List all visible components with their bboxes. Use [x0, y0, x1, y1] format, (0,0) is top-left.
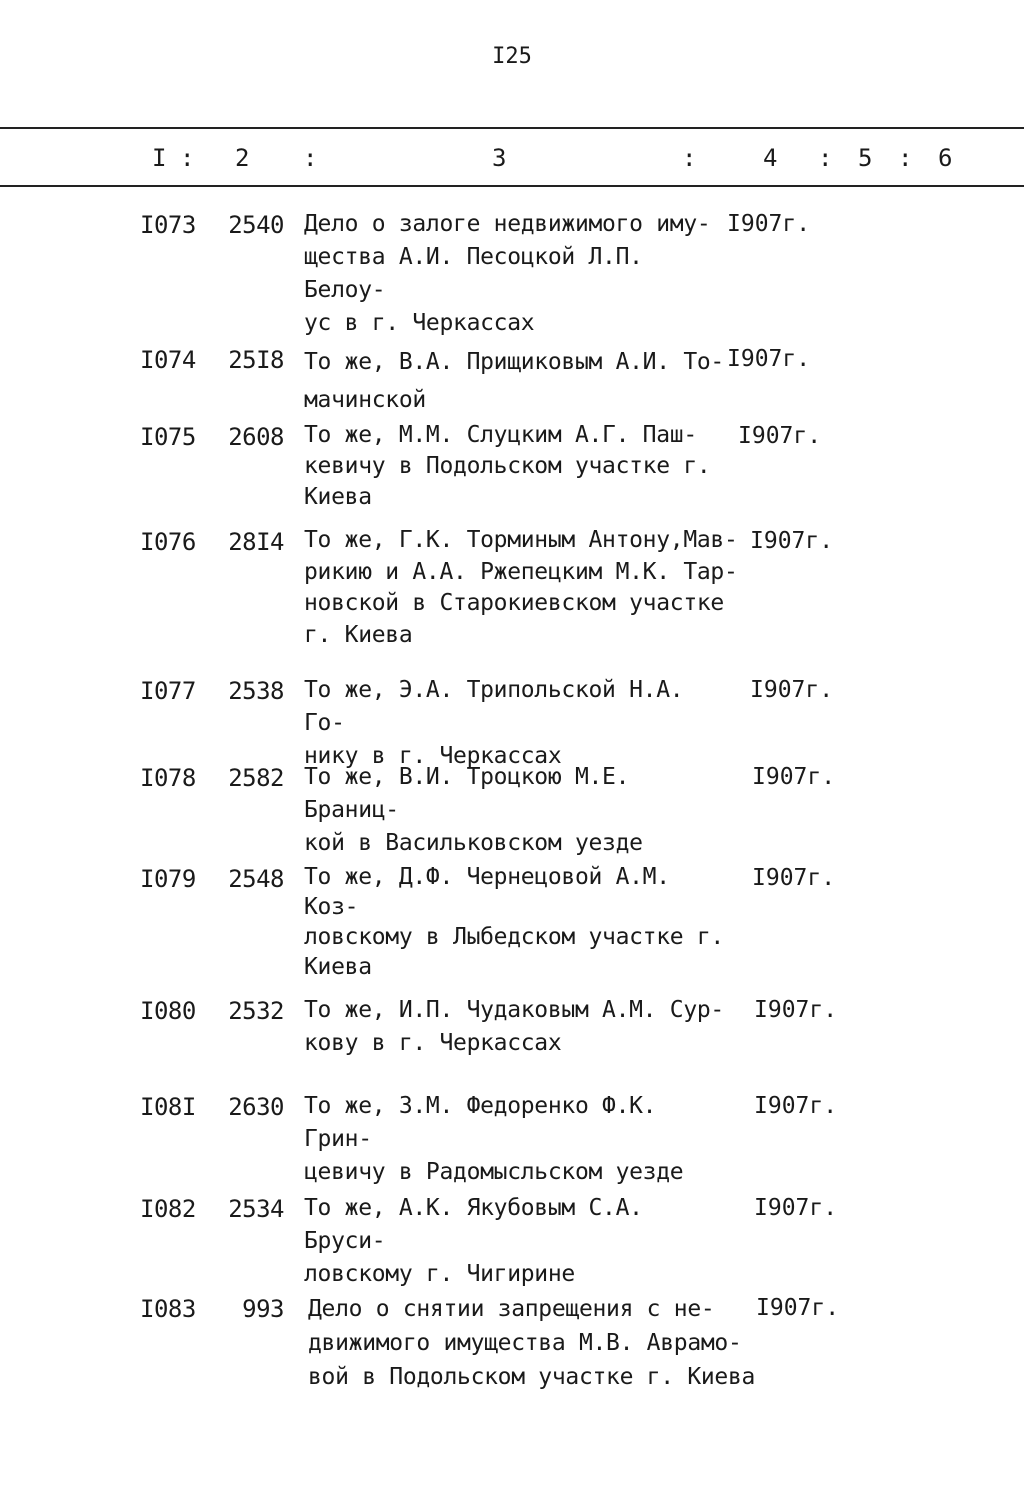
- entry-title: То же, В.А. Прищиковым А.И. То- мачинской: [304, 349, 724, 413]
- entry-number: I079: [140, 865, 196, 893]
- entry-year: I907г.: [754, 997, 838, 1023]
- column-separator: :: [898, 144, 913, 172]
- entry-number: I08I: [140, 1093, 196, 1121]
- entry-code: 2534: [228, 1195, 284, 1223]
- entry-title: Дело о снятии запрещения с не- движимого имущества М.В. Аврамо- вой в Подольском участке г. Киева: [308, 1296, 756, 1390]
- entry-title: То же, В.И. Троцкою М.Е. Браниц- кой в Васильковском уезде: [304, 764, 643, 856]
- entry-year: I907г.: [750, 677, 834, 703]
- header-top-rule: [0, 127, 1024, 129]
- entry-code: 28I4: [228, 528, 284, 556]
- entry-number: I075: [140, 423, 196, 451]
- column-header-6: 6: [938, 144, 953, 172]
- entry-number: I077: [140, 677, 196, 705]
- entry-title: То же, И.П. Чудаковым А.М. Сур- кову в г. Черкассах: [304, 997, 724, 1056]
- column-header-4: 4: [763, 144, 778, 172]
- entry-year: I907г.: [727, 346, 811, 372]
- entry-code: 2582: [228, 764, 284, 792]
- column-header-3: 3: [492, 144, 507, 172]
- entry-number: I073: [140, 211, 196, 239]
- entry-year: I907г.: [727, 211, 811, 237]
- entry-year: I907г.: [752, 764, 836, 790]
- entry-code: 993: [242, 1295, 284, 1323]
- entry-year: I907г.: [752, 865, 836, 891]
- entry-code: 2548: [228, 865, 284, 893]
- entry-title: То же, А.К. Якубовым С.А. Бруси- ловскому г. Чигирине: [304, 1195, 643, 1287]
- entry-title: То же, Д.Ф. Чернецовой А.М. Коз- ловскому в Лыбедском участке г. Киева: [304, 864, 724, 980]
- column-separator: :: [818, 144, 833, 172]
- entry-title: То же, Г.К. Торминым Антону,Мав- рикию и А.А. Ржепецким М.К. Тар- новской в Старокиевском участке г. Киева: [304, 527, 738, 648]
- entry-code: 25I8: [228, 346, 284, 374]
- entry-code: 2608: [228, 423, 284, 451]
- column-separator: :: [303, 144, 318, 172]
- entry-number: I083: [140, 1295, 196, 1323]
- entry-number: I080: [140, 997, 196, 1025]
- entry-title: Дело о залоге недвижимого иму- щества А.И. Песоцкой Л.П. Белоу- ус в г. Черкассах: [304, 211, 711, 336]
- column-header-1: I: [152, 144, 167, 172]
- page-number: I25: [492, 44, 532, 69]
- entry-title: То же, Э.А. Трипольской Н.А. Го- нику в г. Черкассах: [304, 677, 684, 769]
- entry-number: I076: [140, 528, 196, 556]
- entry-number: I082: [140, 1195, 196, 1223]
- entry-year: I907г.: [754, 1093, 838, 1119]
- column-separator: :: [180, 144, 195, 172]
- entry-year: I907г.: [750, 528, 834, 554]
- column-header-5: 5: [858, 144, 873, 172]
- column-header-2: 2: [235, 144, 250, 172]
- entry-number: I078: [140, 764, 196, 792]
- entry-title: То же, З.М. Федоренко Ф.К. Грин- цевичу в Радомысльском уезде: [304, 1093, 684, 1185]
- entry-number: I074: [140, 346, 196, 374]
- entry-code: 2630: [228, 1093, 284, 1121]
- entry-title: То же, М.М. Слуцким А.Г. Паш- кевичу в Подольском участке г. Киева: [304, 422, 711, 510]
- entry-year: I907г.: [756, 1295, 840, 1321]
- entry-code: 2538: [228, 677, 284, 705]
- column-separator: :: [682, 144, 697, 172]
- header-bottom-rule: [0, 185, 1024, 187]
- entry-code: 2532: [228, 997, 284, 1025]
- entry-code: 2540: [228, 211, 284, 239]
- entry-year: I907г.: [754, 1195, 838, 1221]
- entry-year: I907г.: [738, 423, 822, 449]
